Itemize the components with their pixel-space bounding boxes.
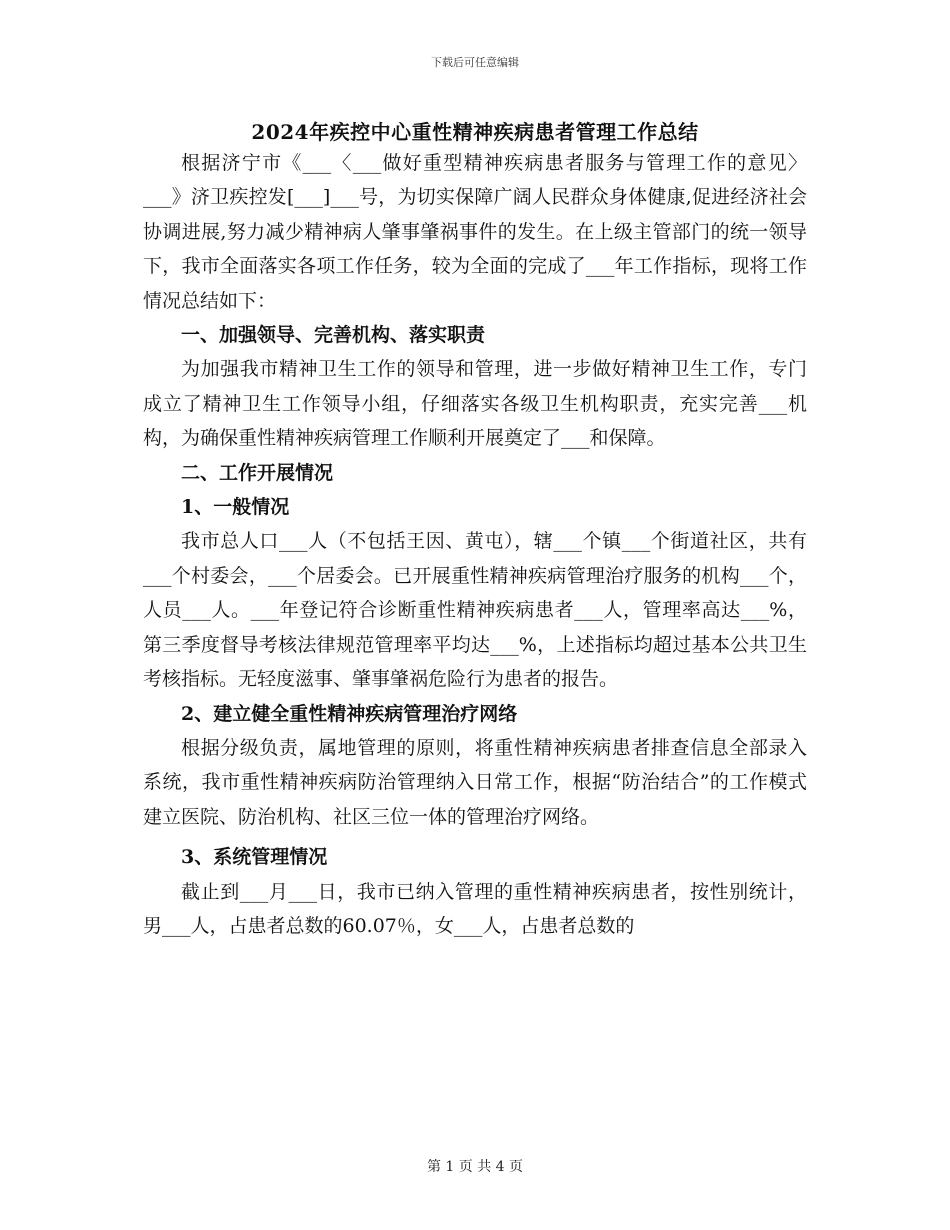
intro-paragraph: 根据济宁市《___〈___做好重型精神疾病患者服务与管理工作的意见〉___》济卫疾控发[___]___号，为切实保障广阔人民群众身体健康,促进经济社会协调进展,努力减少精神病人肇事肇祸事件的发生。在上级主管部门的统一领导下，我市全面落实各项工作任务，较为全面的完成了___年工作指标，现将工作情况总结如下： <box>143 152 807 312</box>
subsection-heading-2: 2、建立健全重性精神疾病管理治疗网络 <box>181 702 518 725</box>
section-heading-2: 二、工作开展情况 <box>181 461 334 484</box>
document-title: 2024年疾控中心重性精神疾病患者管理工作总结 <box>251 120 699 144</box>
header-note: 下载后可任意编辑 <box>431 56 519 69</box>
subsection-1-paragraph: 我市总人口___人（不包括王因、黄屯），辖___个镇___个街道社区，共有___个村委会，___个居委会。已开展重性精神疾病管理治疗服务的机构___个，人员___人。___年登记符合诊断重性精神疾病患者___人，管理率高达___%，第三季度督导考核法律规范管理率平均达___%，上述指标均超过基本公共卫生考核指标。无轻度滋事、肇事肇祸危险行为患者的报告。 <box>143 530 807 691</box>
page-footer: 第 1 页 共 4 页 <box>426 1159 524 1175</box>
document-body <box>143 146 807 943</box>
subsection-heading-1: 1、一般情况 <box>181 496 290 519</box>
subsection-2-paragraph: 根据分级负责，属地管理的原则，将重性精神疾病患者排查信息全部录入系统，我市重性精神疾病防治管理纳入日常工作，根据“防治结合”的工作模式建立医院、防治机构、社区三位一体的管理治疗网络。 <box>143 736 807 828</box>
subsection-3-paragraph: 截止到___月___日，我市已纳入管理的重性精神疾病患者，按性别统计，男___人，占患者总数的60.07％，女___人，占患者总数的 <box>143 880 807 937</box>
section-1-paragraph: 为加强我市精神卫生工作的领导和管理，进一步做好精神卫生工作，专门成立了精神卫生工作领导小组，仔细落实各级卫生机构职责，充实完善___机构，为确保重性精神疾病管理工作顺利开展奠定了___和保障。 <box>143 358 807 450</box>
subsection-heading-3: 3、系统管理情况 <box>181 846 328 869</box>
section-heading-1: 一、加强领导、完善机构、落实职责 <box>181 324 486 347</box>
